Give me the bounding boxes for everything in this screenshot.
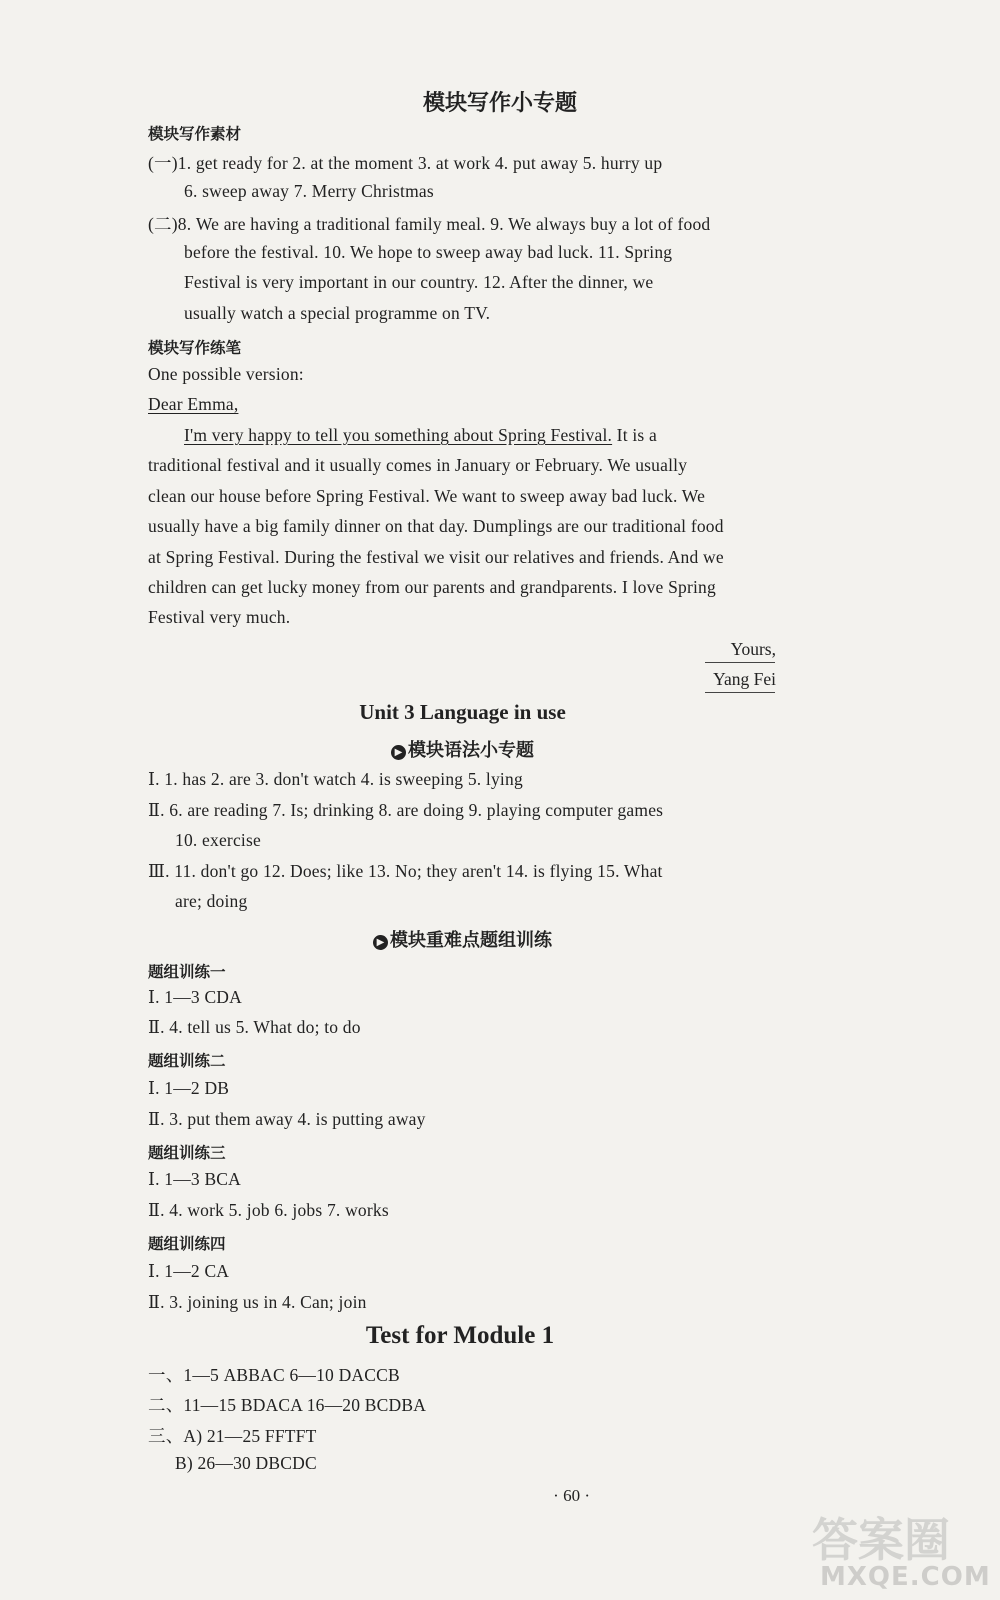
grammar-line: Ⅲ. 11. don't go 12. Does; like 13. No; they aren't 14. is flying 15. What [148, 861, 663, 881]
grammar-line: are; doing [175, 891, 248, 911]
grammar-heading-text: 模块语法小专题 [408, 740, 534, 761]
test-line: 一、1—5 ABBAC 6—10 DACCB [148, 1365, 400, 1385]
watermark-logo-text: 答案圈 [812, 1513, 950, 1567]
test-line: 三、A) 21—25 FFTFT [148, 1426, 317, 1446]
writing-material-line: 6. sweep away 7. Merry Christmas [184, 181, 434, 201]
group-line: Ⅰ. 1—2 CA [148, 1261, 230, 1281]
play-circle-icon: ▶ [391, 745, 406, 760]
first-line-rest: It is a [612, 425, 657, 445]
page-title: 模块写作小专题 [422, 91, 577, 116]
group-line: Ⅱ. 3. joining us in 4. Can; join [148, 1292, 367, 1312]
play-circle-icon: ▶ [373, 935, 388, 950]
group-label: 题组训练二 [148, 1052, 226, 1070]
writing-material-line: usually watch a special programme on TV. [184, 303, 491, 323]
letter-signature: Yang Fei [713, 669, 776, 689]
group-line: Ⅱ. 3. put them away 4. is putting away [148, 1109, 426, 1129]
group-label: 题组训练一 [148, 963, 226, 981]
writing-material-line: (二)8. We are having a traditional family meal. 9. We always buy a lot of food [148, 214, 711, 234]
group-line: Ⅱ. 4. work 5. job 6. jobs 7. works [148, 1200, 389, 1220]
test-line: B) 26—30 DBCDC [175, 1453, 317, 1473]
group-label: 题组训练四 [148, 1235, 226, 1253]
letter-line: clean our house before Spring Festival. We want to sweep away bad luck. We [148, 486, 706, 506]
letter-line: children can get lucky money from our parents and grandparents. I love Spring [148, 577, 716, 597]
site-watermark [790, 1500, 990, 1595]
grammar-line: Ⅰ. 1. has 2. are 3. don't watch 4. is sweeping 5. lying [148, 769, 523, 789]
letter-line: Festival very much. [148, 607, 291, 627]
group-label: 题组训练三 [148, 1144, 226, 1162]
group-line: Ⅰ. 1—3 BCA [148, 1169, 242, 1189]
grammar-line: 10. exercise [175, 830, 261, 850]
letter-line: usually have a big family dinner on that day. Dumplings are our traditional food [148, 516, 724, 536]
grammar-line: Ⅱ. 6. are reading 7. Is; drinking 8. are doing 9. playing computer games [148, 800, 664, 820]
letter-line: traditional festival and it usually comes in January or February. We usually [148, 455, 688, 475]
unit3-title: Unit 3 Language in use [359, 700, 566, 724]
group-line: Ⅱ. 4. tell us 5. What do; to do [148, 1017, 361, 1037]
grammar-heading [0, 736, 925, 762]
signature-rule [705, 692, 775, 693]
group-line: Ⅰ. 1—2 DB [148, 1078, 230, 1098]
writing-material-line: Festival is very important in our country. 12. After the dinner, we [184, 272, 654, 292]
group-line: Ⅰ. 1—3 CDA [148, 987, 242, 1007]
page-number: · 60 · [553, 1486, 590, 1505]
writing-material-heading: 模块写作素材 [148, 125, 242, 143]
letter-first-line [184, 425, 657, 446]
underlined-topic-sentence: I'm very happy to tell you something about Spring Festival. [184, 425, 613, 445]
letter-line: at Spring Festival. During the festival we visit our relatives and friends. And we [148, 547, 724, 567]
letter-salutation: Dear Emma, [148, 394, 239, 414]
sample-intro: One possible version: [148, 364, 304, 384]
signature-rule [705, 662, 775, 663]
writing-material-line: (一)1. get ready for 2. at the moment 3. at work 4. put away 5. hurry up [148, 153, 663, 173]
test-title: Test for Module 1 [365, 1322, 555, 1349]
writing-practice-heading: 模块写作练笔 [148, 339, 242, 357]
test-line: 二、11—15 BDACA 16—20 BCDBA [148, 1395, 427, 1415]
writing-material-line: before the festival. 10. We hope to sweep away bad luck. 11. Spring [184, 242, 673, 262]
watermark-url: MXQE.COM [820, 1562, 991, 1592]
practice-heading [0, 926, 925, 952]
letter-closing: Yours, [730, 639, 776, 659]
practice-heading-text: 模块重难点题组训练 [390, 930, 552, 951]
